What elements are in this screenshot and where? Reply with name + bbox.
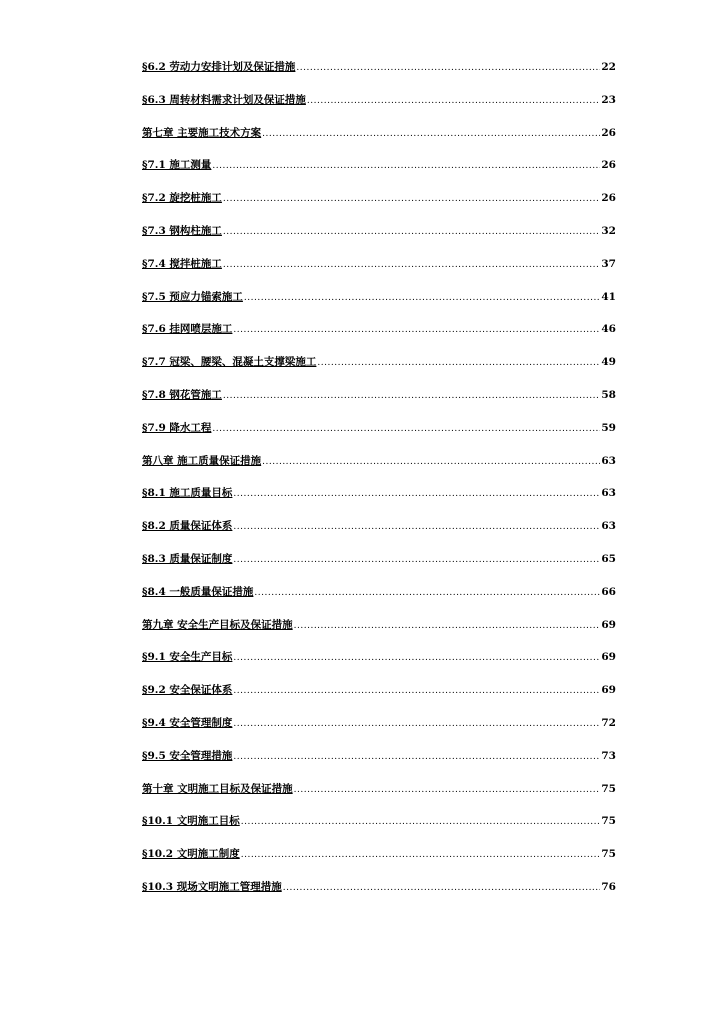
- toc-dot-leader: [296, 61, 600, 75]
- toc-entry[interactable]: [142, 814, 616, 847]
- toc-entry-page-number: 69: [601, 618, 616, 631]
- toc-entry-title[interactable]: §8.2 质量保证体系: [142, 520, 233, 533]
- toc-entry-title[interactable]: §9.4 安全管理制度: [142, 716, 233, 729]
- toc-entry-title[interactable]: §9.1 安全生产目标: [142, 651, 233, 664]
- toc-dot-leader: [233, 651, 600, 665]
- toc-entry-title[interactable]: §7.3 钢构柱施工: [142, 224, 222, 237]
- toc-entry[interactable]: [142, 749, 616, 782]
- toc-dot-leader: [307, 94, 600, 108]
- toc-entry-title[interactable]: §7.8 钢花管施工: [142, 388, 222, 401]
- toc-entry-title[interactable]: §9.5 安全管理措施: [142, 749, 233, 762]
- toc-entry[interactable]: [142, 355, 616, 388]
- toc-entry-title[interactable]: §9.2 安全保证体系: [142, 684, 233, 697]
- toc-entry[interactable]: [142, 93, 616, 126]
- toc-entry-page-number: 63: [601, 520, 616, 533]
- toc-entry-page-number: 23: [601, 93, 616, 106]
- toc-entry-page-number: 26: [601, 126, 616, 139]
- toc-entry-page-number: 75: [601, 815, 616, 828]
- toc-entry-page-number: 76: [601, 880, 616, 893]
- toc-entry-title[interactable]: §10.3 现场文明施工管理措施: [142, 880, 282, 893]
- toc-dot-leader: [244, 291, 600, 305]
- toc-entry-title[interactable]: 第九章 安全生产目标及保证措施: [142, 618, 293, 631]
- toc-entry[interactable]: [142, 782, 616, 815]
- toc-dot-leader: [262, 127, 600, 141]
- toc-dot-leader: [223, 389, 600, 403]
- toc-dot-leader: [212, 422, 600, 436]
- toc-dot-leader: [233, 684, 600, 698]
- toc-entry[interactable]: [142, 486, 616, 519]
- toc-entry[interactable]: [142, 322, 616, 355]
- toc-entry[interactable]: [142, 716, 616, 749]
- toc-entry[interactable]: [142, 290, 616, 323]
- toc-dot-leader: [233, 553, 600, 567]
- toc-dot-leader: [233, 487, 600, 501]
- toc-dot-leader: [223, 225, 600, 239]
- toc-entry-page-number: 26: [601, 159, 616, 172]
- toc-entry-page-number: 63: [601, 487, 616, 500]
- toc-dot-leader: [317, 356, 600, 370]
- toc-dot-leader: [233, 520, 600, 534]
- toc-entry-page-number: 75: [601, 848, 616, 861]
- toc-entry-page-number: 37: [601, 257, 616, 270]
- toc-entry-title[interactable]: §6.3 周转材料需求计划及保证措施: [142, 93, 306, 106]
- toc-entry-page-number: 46: [601, 323, 616, 336]
- toc-entry-page-number: 69: [601, 651, 616, 664]
- toc-entry-page-number: 69: [601, 684, 616, 697]
- toc-entry-page-number: 75: [601, 782, 616, 795]
- toc-entry[interactable]: [142, 585, 616, 618]
- toc-entry[interactable]: [142, 454, 616, 487]
- toc-entry-page-number: 72: [601, 716, 616, 729]
- toc-entry-title[interactable]: §7.2 旋挖桩施工: [142, 192, 222, 205]
- toc-dot-leader: [283, 881, 601, 895]
- toc-entry-page-number: 32: [601, 224, 616, 237]
- table-of-contents: [142, 60, 616, 913]
- toc-entry[interactable]: [142, 388, 616, 421]
- toc-entry[interactable]: [142, 618, 616, 651]
- toc-entry-title[interactable]: §6.2 劳动力安排计划及保证措施: [142, 61, 296, 73]
- toc-entry-page-number: 63: [601, 454, 616, 467]
- toc-dot-leader: [233, 323, 600, 337]
- toc-entry[interactable]: [142, 224, 616, 257]
- toc-entry-page-number: 41: [601, 290, 616, 303]
- toc-entry-page-number: 22: [601, 61, 616, 73]
- toc-entry[interactable]: [142, 126, 616, 159]
- toc-dot-leader: [212, 159, 600, 173]
- toc-entry-page-number: 26: [601, 192, 616, 205]
- toc-entry[interactable]: [142, 191, 616, 224]
- toc-entry-title[interactable]: §7.6 挂网喷层施工: [142, 323, 233, 336]
- toc-entry-page-number: 65: [601, 552, 616, 565]
- toc-entry[interactable]: [142, 650, 616, 683]
- toc-entry[interactable]: [142, 158, 616, 191]
- toc-entry[interactable]: [142, 257, 616, 290]
- toc-dot-leader: [233, 717, 600, 731]
- toc-entry-title[interactable]: §7.1 施工测量: [142, 159, 212, 172]
- toc-entry-title[interactable]: §8.3 质量保证制度: [142, 552, 233, 565]
- toc-entry-page-number: 59: [601, 421, 616, 434]
- toc-entry-title[interactable]: §7.5 预应力锚索施工: [142, 290, 243, 303]
- toc-dot-leader: [254, 586, 600, 600]
- toc-entry[interactable]: [142, 683, 616, 716]
- toc-entry[interactable]: [142, 847, 616, 880]
- toc-entry[interactable]: [142, 552, 616, 585]
- toc-entry-title[interactable]: 第七章 主要施工技术方案: [142, 126, 262, 139]
- toc-entry-page-number: 66: [601, 585, 616, 598]
- toc-entry[interactable]: [142, 880, 616, 913]
- toc-dot-leader: [223, 192, 600, 206]
- toc-dot-leader: [262, 455, 600, 469]
- toc-entry-title[interactable]: §10.2 文明施工制度: [142, 848, 240, 861]
- toc-entry-title[interactable]: §8.4 一般质量保证措施: [142, 585, 254, 598]
- toc-dot-leader: [233, 750, 600, 764]
- toc-entry-title[interactable]: §7.7 冠梁、腰梁、混凝土支撑梁施工: [142, 356, 317, 369]
- toc-entry-title[interactable]: §7.9 降水工程: [142, 421, 212, 434]
- toc-entry-page-number: 73: [601, 749, 616, 762]
- toc-entry-title[interactable]: §10.1 文明施工目标: [142, 815, 240, 828]
- toc-entry-title[interactable]: §7.4 搅拌桩施工: [142, 257, 222, 270]
- toc-dot-leader: [241, 815, 601, 829]
- toc-entry[interactable]: [142, 421, 616, 454]
- toc-entry-page-number: 49: [601, 356, 616, 369]
- toc-dot-leader: [241, 848, 601, 862]
- toc-entry-title[interactable]: 第八章 施工质量保证措施: [142, 454, 262, 467]
- toc-entry-title[interactable]: 第十章 文明施工目标及保证措施: [142, 782, 293, 795]
- toc-dot-leader: [223, 258, 600, 272]
- toc-entry[interactable]: [142, 60, 616, 93]
- toc-dot-leader: [294, 783, 601, 797]
- toc-entry-title[interactable]: §8.1 施工质量目标: [142, 487, 233, 500]
- toc-entry-page-number: 58: [601, 388, 616, 401]
- toc-dot-leader: [294, 619, 601, 633]
- toc-entry[interactable]: [142, 519, 616, 552]
